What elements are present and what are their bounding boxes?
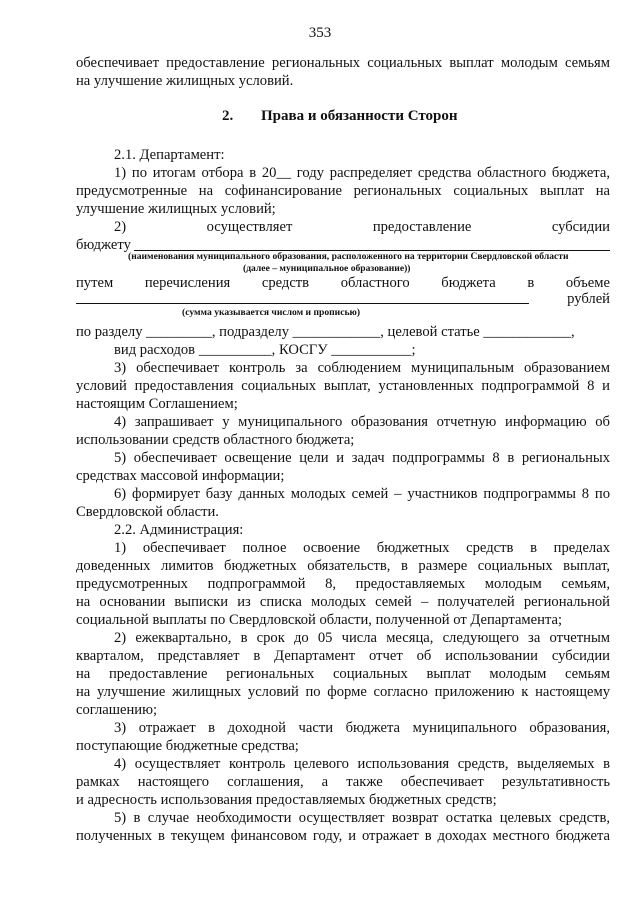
admin-p2-line: на улучшение жилищных условий по форме согласно приложению к настоящему xyxy=(76,684,610,700)
footnote-sum: (сумма указывается числом и прописью) xyxy=(182,307,361,318)
admin-p5-line: 5) в случае необходимости осуществляет возврат остатка целевых средств, xyxy=(114,810,610,826)
admin-p4-line: и адресность использования предоставляемых бюджетных средств; xyxy=(76,792,497,808)
classification-line: по разделу _________, подразделу ____________, целевой статье ____________, xyxy=(76,324,575,340)
dept-p5-line: 5) обеспечивает освещение цели и задач подпрограммы 8 в региональных xyxy=(114,450,610,466)
budget-label: бюджету xyxy=(76,237,131,253)
footnote-municipality: (наименования муниципального образования, расположенного на территории Свердловской области xyxy=(128,251,569,262)
footnote-municipality-2: (далее – муниципальное образование)) xyxy=(243,263,411,274)
admin-heading: 2.2. Администрация: xyxy=(114,522,244,538)
admin-p1-line: доведенных лимитов бюджетных обязательств, в размере социальных выплат, xyxy=(76,558,610,574)
word: субсидии xyxy=(551,219,610,235)
dept-p3-line: условий предоставления социальных выплат, установленных подпрограммой 8 и xyxy=(76,378,610,394)
dept-p1-line: улучшение жилищных условий; xyxy=(76,201,276,217)
intro-line: обеспечивает предоставление региональных социальных выплат молодым семьям xyxy=(76,55,610,71)
section-number: 2. xyxy=(222,108,234,124)
admin-p5-line: полученных в текущем финансовом году, и отражает в доходах местного бюджета xyxy=(76,828,610,844)
admin-p4-line: рамках настоящего соглашения, а также обеспечивает результативность xyxy=(76,774,610,790)
admin-p4-line: 4) осуществляет контроль целевого использования средств, выделяемых в xyxy=(114,756,610,772)
admin-p1-line: социальной выплаты по Свердловской области, полученной от Департамента; xyxy=(76,612,563,628)
dept-p5-line: средствах массовой информации; xyxy=(76,468,285,484)
admin-p3-line: 3) отражает в доходной части бюджета муниципального образования, xyxy=(114,720,610,736)
admin-p2-line: на предоставление региональных социальных выплат молодым семьям xyxy=(76,666,610,682)
intro-line: на улучшение жилищных условий. xyxy=(76,73,294,89)
dept-p1-line: предусмотренные на софинансирование региональных социальных выплат на xyxy=(76,183,610,199)
admin-p1-line: 1) обеспечивает полное освоение бюджетных средств в пределах xyxy=(114,540,610,556)
word: 2) xyxy=(114,219,127,235)
dept-p6-line: Свердловской области. xyxy=(76,504,219,520)
section-title: Права и обязанности Сторон xyxy=(261,108,458,124)
dept-p2-line xyxy=(114,218,610,236)
word: осуществляет xyxy=(206,219,293,235)
rubles-label: рублей xyxy=(567,291,610,307)
admin-p1-line: на основании выписки из списка молодых семей – получателей региональной xyxy=(76,594,610,610)
putem-line xyxy=(76,274,610,292)
admin-p1-line: предусмотренных подпрограммой 8, предоставляемых молодым семьям, xyxy=(76,576,610,592)
page-number: 353 xyxy=(308,25,332,41)
word: путем xyxy=(76,275,114,291)
dept-p3-line: настоящим Соглашением; xyxy=(76,396,238,412)
word: средств xyxy=(261,275,310,291)
dept-heading: 2.1. Департамент: xyxy=(114,147,225,163)
word: бюджета xyxy=(441,275,496,291)
word: перечисления xyxy=(144,275,231,291)
blank-line xyxy=(76,303,529,304)
word: в xyxy=(527,275,535,291)
word: предоставление xyxy=(372,219,472,235)
admin-p2-line: кварталом, представляет в Департамент отчет об использовании субсидии xyxy=(76,648,610,664)
admin-p3-line: поступающие бюджетные средства; xyxy=(76,738,299,754)
dept-p4-line: использовании средств областного бюджета; xyxy=(76,432,355,448)
dept-p3-line: 3) обеспечивает контроль за соблюдением муниципальным образованием xyxy=(114,360,610,376)
dept-p4-line: 4) запрашивает у муниципального образования отчетную информацию об xyxy=(114,414,610,430)
admin-p2-line: 2) ежеквартально, в срок до 05 числа месяца, следующего за отчетным xyxy=(114,630,610,646)
word: объеме xyxy=(565,275,610,291)
admin-p2-line: соглашению; xyxy=(76,702,158,718)
word: областного xyxy=(340,275,410,291)
dept-p6-line: 6) формирует базу данных молодых семей – участников подпрограммы 8 по xyxy=(114,486,610,502)
dept-p1-line: 1) по итогам отбора в 20__ году распределяет средства областного бюджета, xyxy=(114,165,610,181)
classification-line: вид расходов __________, КОСГУ ___________; xyxy=(114,342,416,358)
